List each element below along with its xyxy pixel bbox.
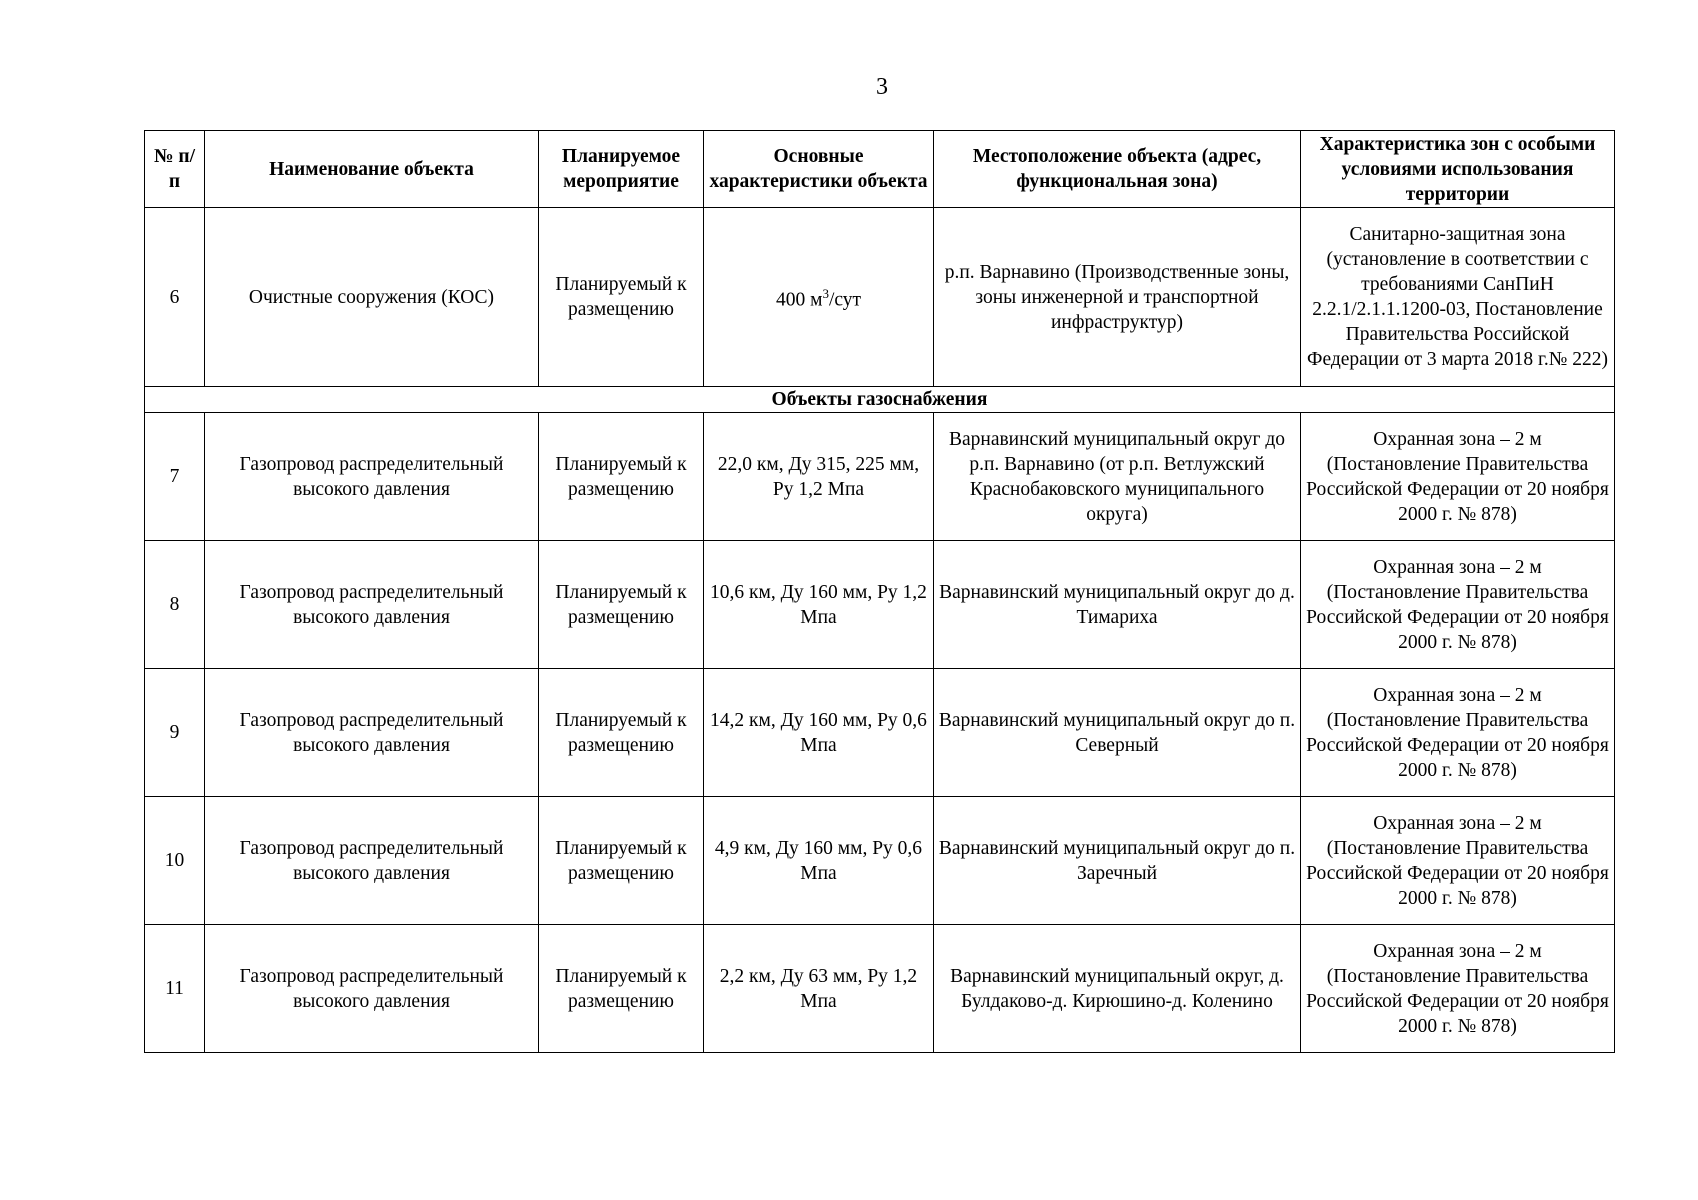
cell-measure: Планируемый к размещению — [539, 797, 704, 925]
table-row — [145, 413, 1615, 541]
cell-specs: 2,2 км, Ду 63 мм, Ру 1,2 Мпа — [704, 925, 934, 1053]
cell-location: Варнавинский муниципальный округ до р.п. Варнавино (от р.п. Ветлужский Краснобаковского муниципального округа) — [934, 413, 1301, 541]
cell-num: 11 — [145, 925, 205, 1053]
table-row — [145, 208, 1615, 387]
cell-specs — [704, 208, 934, 387]
cell-measure: Планируемый к размещению — [539, 413, 704, 541]
cell-zones: Охранная зона – 2 м (Постановление Правительства Российской Федерации от 20 ноября 2000 г. № 878) — [1301, 541, 1615, 669]
cell-measure: Планируемый к размещению — [539, 925, 704, 1053]
cell-location: р.п. Варнавино (Производственные зоны, зоны инженерной и транспортной инфраструктур) — [934, 208, 1301, 387]
cell-name: Очистные сооружения (КОС) — [205, 208, 539, 387]
cell-num: 8 — [145, 541, 205, 669]
cell-num: 7 — [145, 413, 205, 541]
table-row — [145, 797, 1615, 925]
cell-location: Варнавинский муниципальный округ до п. Северный — [934, 669, 1301, 797]
table-header-row — [145, 131, 1615, 208]
cell-location: Варнавинский муниципальный округ до д. Тимариха — [934, 541, 1301, 669]
cell-name: Газопровод распределительный высокого давления — [205, 541, 539, 669]
table-row — [145, 541, 1615, 669]
cell-num: 9 — [145, 669, 205, 797]
cell-name: Газопровод распределительный высокого давления — [205, 669, 539, 797]
cell-zones: Охранная зона – 2 м (Постановление Правительства Российской Федерации от 20 ноября 2000 г. № 878) — [1301, 413, 1615, 541]
section-title: Объекты газоснабжения — [145, 387, 1615, 413]
section-row — [145, 387, 1615, 413]
specs-unit: /сут — [828, 289, 862, 311]
cell-num: 6 — [145, 208, 205, 387]
cell-name: Газопровод распределительный высокого давления — [205, 413, 539, 541]
cell-zones: Охранная зона – 2 м (Постановление Правительства Российской Федерации от 20 ноября 2000 г. № 878) — [1301, 925, 1615, 1053]
cell-zones: Санитарно-защитная зона (установление в соответствии с требованиями СанПиН 2.2.1/2.1.1.1200-03, Постановление Правительства Российской Федерации от 3 марта 2018 г.№ 222) — [1301, 208, 1615, 387]
cell-specs: 10,6 км, Ду 160 мм, Ру 1,2 Мпа — [704, 541, 934, 669]
cell-location: Варнавинский муниципальный округ до п. Заречный — [934, 797, 1301, 925]
cell-specs: 14,2 км, Ду 160 мм, Ру 0,6 Мпа — [704, 669, 934, 797]
objects-table — [144, 130, 1615, 1053]
cell-zones: Охранная зона – 2 м (Постановление Правительства Российской Федерации от 20 ноября 2000 г. № 878) — [1301, 669, 1615, 797]
cell-specs: 22,0 км, Ду 315, 225 мм, Ру 1,2 Мпа — [704, 413, 934, 541]
table-row — [145, 669, 1615, 797]
cell-measure: Планируемый к размещению — [539, 541, 704, 669]
cell-specs: 4,9 км, Ду 160 мм, Ру 0,6 Мпа — [704, 797, 934, 925]
header-location: Местоположение объекта (адрес, функциональная зона) — [934, 131, 1301, 208]
header-num: № п/п — [145, 131, 205, 208]
page-number: 3 — [876, 74, 888, 100]
cell-measure: Планируемый к размещению — [539, 669, 704, 797]
specs-superscript: 3 — [822, 286, 829, 302]
cell-name: Газопровод распределительный высокого давления — [205, 797, 539, 925]
cell-measure: Планируемый к размещению — [539, 208, 704, 387]
specs-value: 400 м — [775, 289, 823, 311]
cell-num: 10 — [145, 797, 205, 925]
table-row — [145, 925, 1615, 1053]
cell-location: Варнавинский муниципальный округ, д. Булдаково-д. Кирюшино-д. Коленино — [934, 925, 1301, 1053]
header-measure: Планируемое мероприятие — [539, 131, 704, 208]
cell-zones: Охранная зона – 2 м (Постановление Правительства Российской Федерации от 20 ноября 2000 г. № 878) — [1301, 797, 1615, 925]
cell-name: Газопровод распределительный высокого давления — [205, 925, 539, 1053]
header-zones: Характеристика зон с особыми условиями использования территории — [1301, 131, 1615, 208]
header-name: Наименование объекта — [205, 131, 539, 208]
header-specs: Основные характеристики объекта — [704, 131, 934, 208]
